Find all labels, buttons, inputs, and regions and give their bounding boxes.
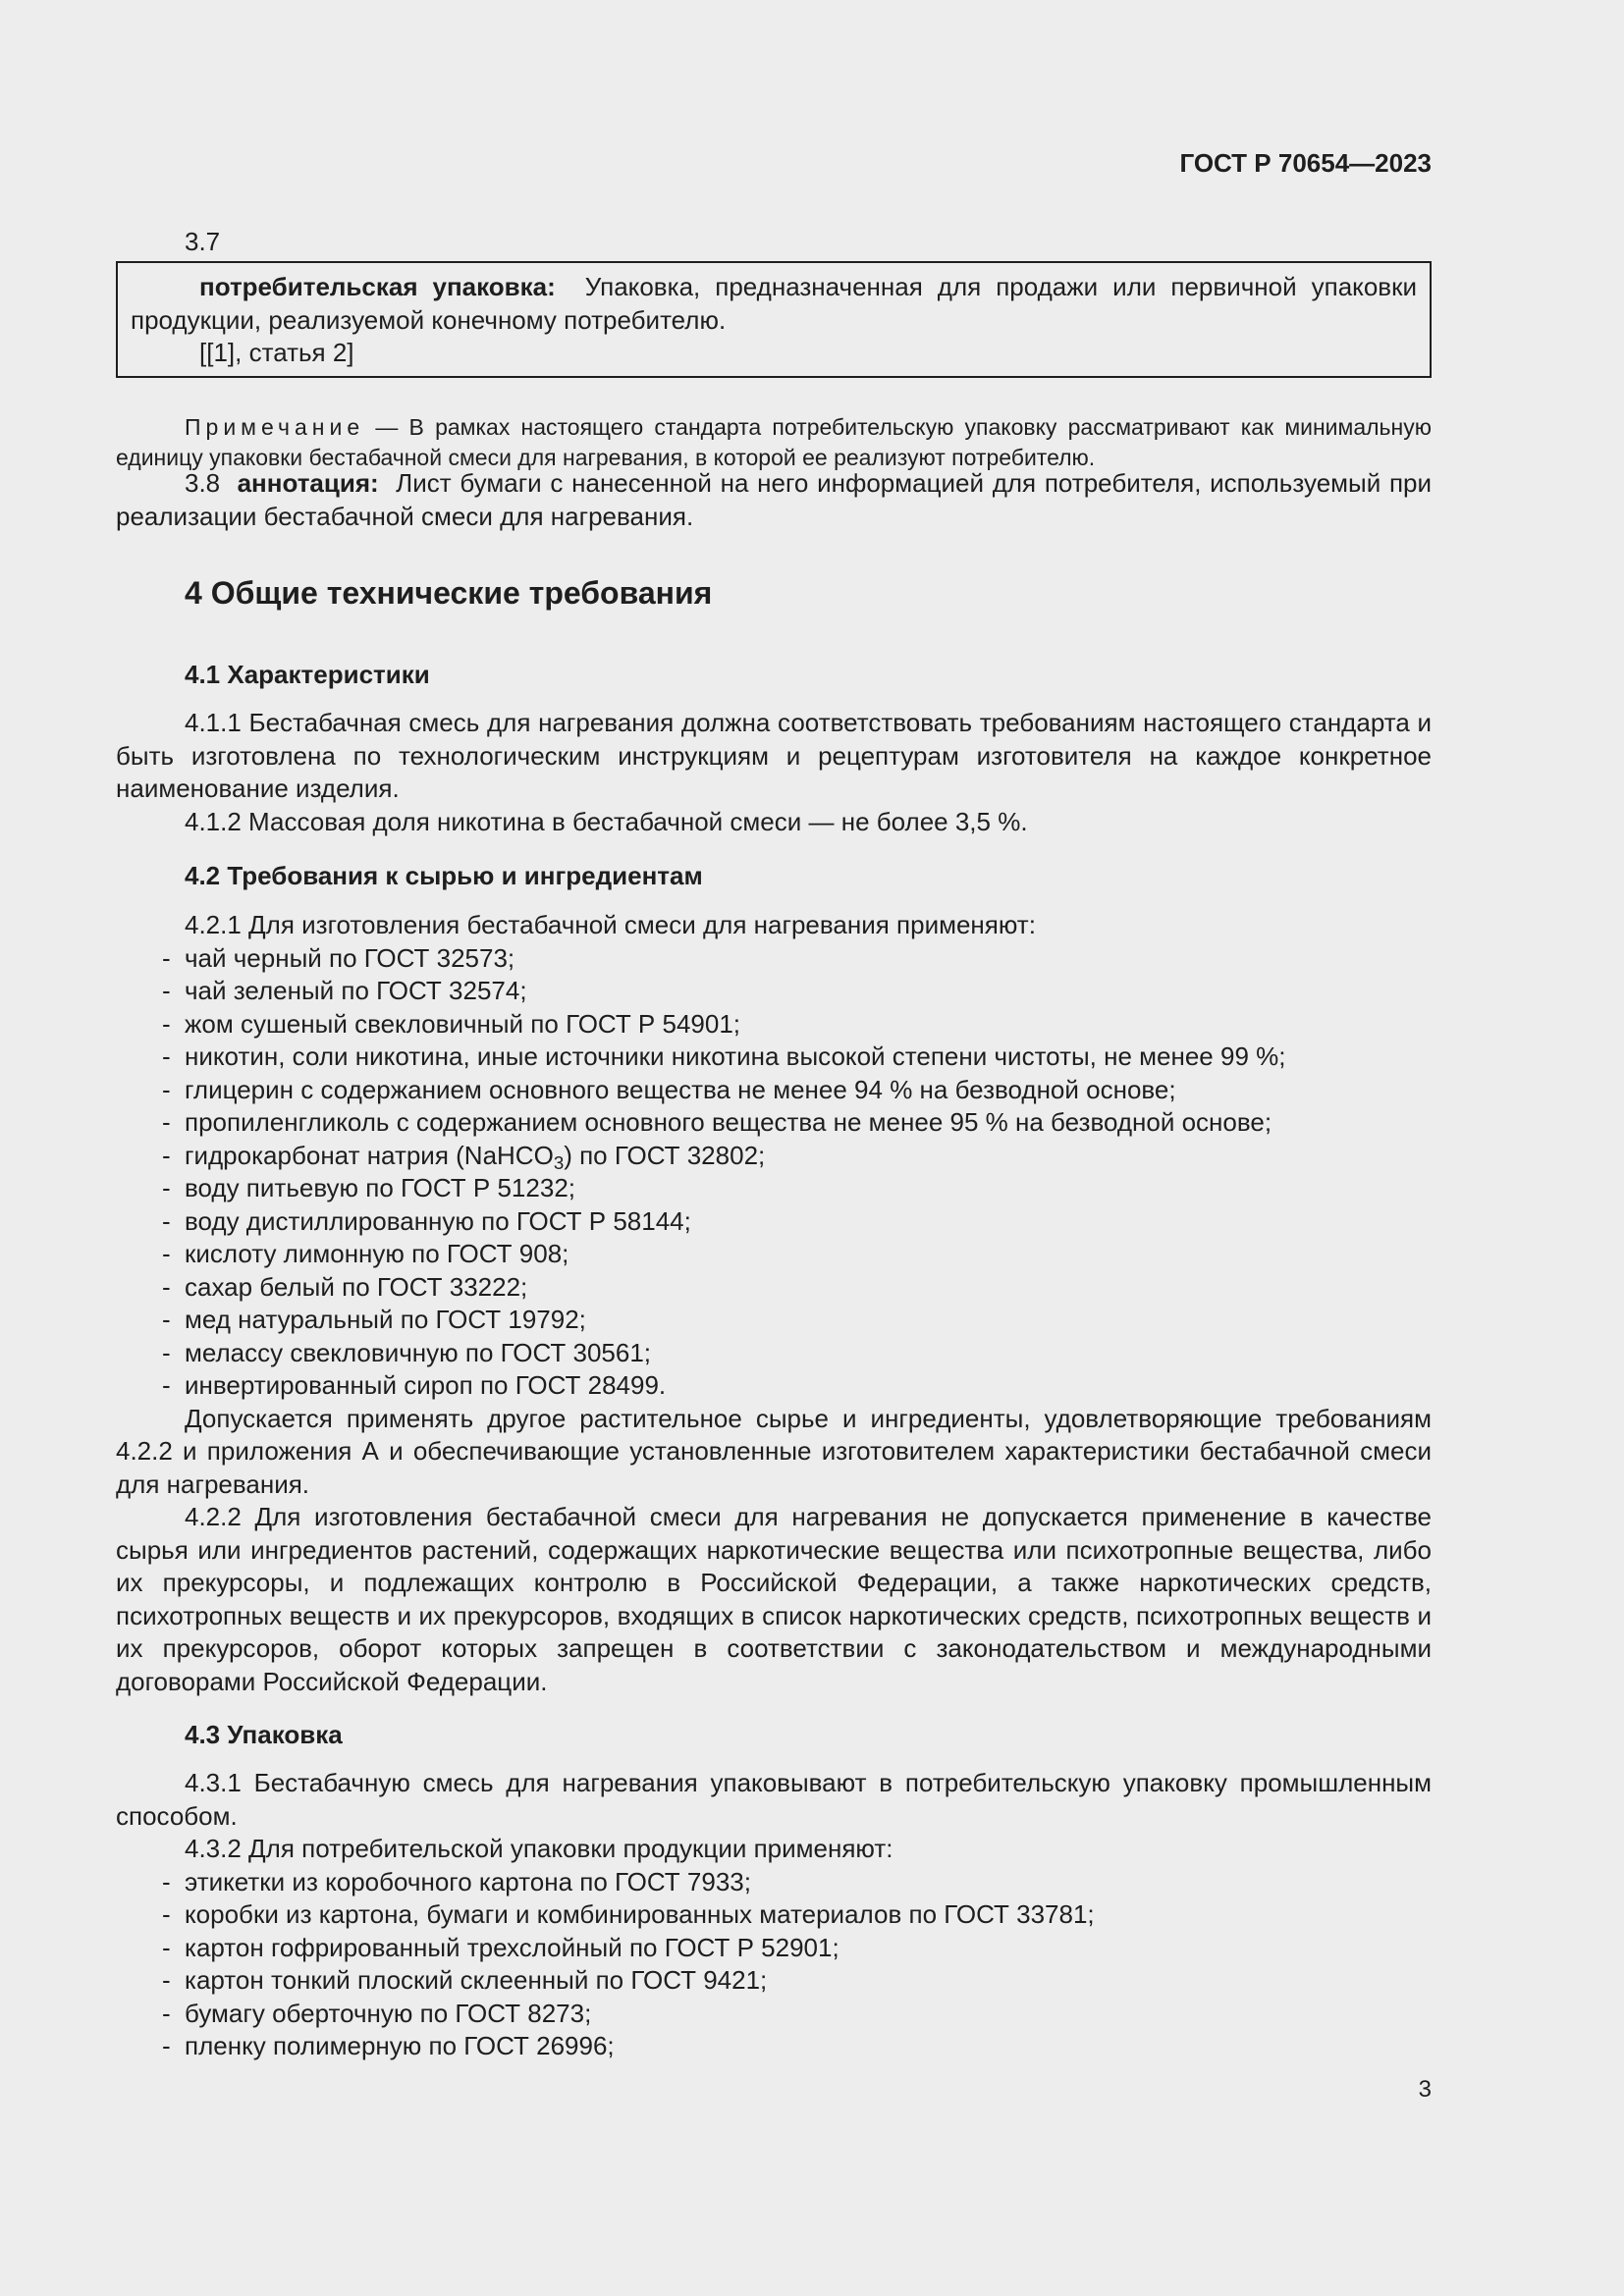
term-3-7-source: [[1], статья 2] — [199, 338, 354, 367]
term-3-8-paragraph — [116, 467, 1432, 533]
list-item: - этикетки из коробочного картона по ГОСТ 7933; — [116, 1866, 1432, 1899]
para-4-1-2: 4.1.2 Массовая доля никотина в бестабачной смеси — не более 3,5 %. — [185, 806, 1028, 836]
term-3-8 — [116, 467, 1432, 533]
nahco3-text-after: ) по ГОСТ 32802; — [564, 1140, 766, 1170]
term-3-7-number: 3.7 — [185, 227, 221, 256]
list-item: - чай зеленый по ГОСТ 32574; — [116, 975, 1432, 1008]
para-allowed: Допускается применять другое растительное сырье и ингредиенты, удовлетворяющие требованиям 4.2.2 и приложения А и обеспечивающие установленные изготовителем характеристики бестабачной смеси для нагревания. — [116, 1403, 1432, 1499]
list-item: - картон тонкий плоский склеенный по ГОСТ 9421; — [116, 1964, 1432, 1998]
term-3-8-term: аннотация: — [237, 468, 379, 498]
term-3-8-number: 3.8 — [185, 468, 221, 498]
nahco3-text: гидрокарбонат натрия (NaHCO — [185, 1140, 554, 1170]
section-4-2-title: 4.2 Требования к сырью и ингредиентам — [185, 861, 703, 890]
list-item: - мелассу свекловичную по ГОСТ 30561; — [116, 1337, 1432, 1370]
para-4-3-2: 4.3.2 Для потребительской упаковки продукции применяют: — [185, 1834, 893, 1863]
term-3-7-definition — [131, 271, 1417, 337]
page-number: 3 — [1418, 2076, 1432, 2103]
list-item: - сахар белый по ГОСТ 33222; — [116, 1271, 1432, 1305]
para-4-2-1: 4.2.1 Для изготовления бестабачной смеси для нагревания применяют: — [185, 910, 1036, 939]
para-4-2-2: 4.2.2 Для изготовления бестабачной смеси для нагревания не допускается применение в качестве сырья или ингредиентов растений, содержащих наркотические вещества или психотропные вещества, либо их прекурсоры, и подлежащих контролю в Российской Федерации, а также наркотических средств, психотропных веществ и их прекурсоров, входящих в список наркотических средств, психотропных веществ и их прекурсоров, оборот которых запрещен в соответствии с законодательством и международными договорами Российской Федерации. — [116, 1502, 1432, 1696]
list-item: - чай черный по ГОСТ 32573; — [116, 942, 1432, 976]
para-4-1-1: 4.1.1 Бестабачная смесь для нагревания должна соответствовать требованиям настоящего стандарта и быть изготовлена по технологическим инструкциям и рецептурам изготовителя на каждое конкретное наименование изделия. — [116, 708, 1432, 803]
list-item: - воду дистиллированную по ГОСТ Р 58144; — [116, 1205, 1432, 1239]
list-item: - бумагу оберточную по ГОСТ 8273; — [116, 1998, 1432, 2031]
nahco3-subscript: 3 — [553, 1151, 565, 1173]
list-item: - мед натуральный по ГОСТ 19792; — [116, 1304, 1432, 1337]
note-paragraph — [116, 412, 1432, 473]
term-3-7-term: потребительская упаковка: — [199, 272, 556, 301]
list-item: - картон гофрированный трехслойный по ГОСТ Р 52901; — [116, 1932, 1432, 1965]
term-3-7-text: Упаковка, предназначенная для продажи или первичной упаковки продукции, реализуемой конечному потребителю. — [131, 272, 1417, 335]
section-4-1-body — [116, 707, 1432, 838]
list-4-2-1-continued — [116, 1172, 1432, 1403]
note-text: — В рамках настоящего стандарта потребительскую упаковку рассматривают как минимальную единицу упаковки бестабачной смеси для нагревания, в которой ее реализуют потребителю. — [116, 414, 1432, 470]
list-item: - глицерин с содержанием основного вещества не менее 94 % на безводной основе; — [116, 1074, 1432, 1107]
section-4-2-body — [116, 909, 1432, 1698]
list-4-2-1 — [116, 942, 1432, 1140]
list-4-3-2 — [116, 1866, 1432, 2063]
section-4-1-title: 4.1 Характеристики — [185, 660, 430, 689]
list-item: - инвертированный сироп по ГОСТ 28499. — [116, 1369, 1432, 1403]
list-item: - никотин, соли никотина, иные источники никотина высокой степени чистоты, не менее 99 %; — [116, 1041, 1432, 1074]
list-item: - жом сушеный свекловичный по ГОСТ Р 54901; — [116, 1008, 1432, 1041]
list-item: - воду питьевую по ГОСТ Р 51232; — [116, 1172, 1432, 1205]
list-item: - кислоту лимонную по ГОСТ 908; — [116, 1238, 1432, 1271]
section-4-3-title: 4.3 Упаковка — [185, 1720, 343, 1749]
list-item: - пленку полимерную по ГОСТ 26996; — [116, 2030, 1432, 2063]
section-4-3-body — [116, 1767, 1432, 2063]
list-item: - коробки из картона, бумаги и комбинированных материалов по ГОСТ 33781; — [116, 1898, 1432, 1932]
para-4-3-1: 4.3.1 Бестабачную смесь для нагревания упаковывают в потребительскую упаковку промышленным способом. — [116, 1768, 1432, 1831]
list-item: - пропиленгликоль с содержанием основного вещества не менее 95 % на безводной основе; — [116, 1106, 1432, 1140]
section-4-title: 4 Общие технические требования — [185, 575, 713, 611]
term-3-8-text: Лист бумаги с нанесенной на него информацией для потребителя, используемый при реализации бестабачной смеси для нагревания. — [116, 468, 1433, 531]
note-label: Примечание — [185, 414, 365, 440]
term-3-7-box — [116, 261, 1432, 378]
list-item — [116, 1140, 1432, 1173]
standard-code-header: ГОСТ Р 70654—2023 — [1179, 148, 1432, 178]
